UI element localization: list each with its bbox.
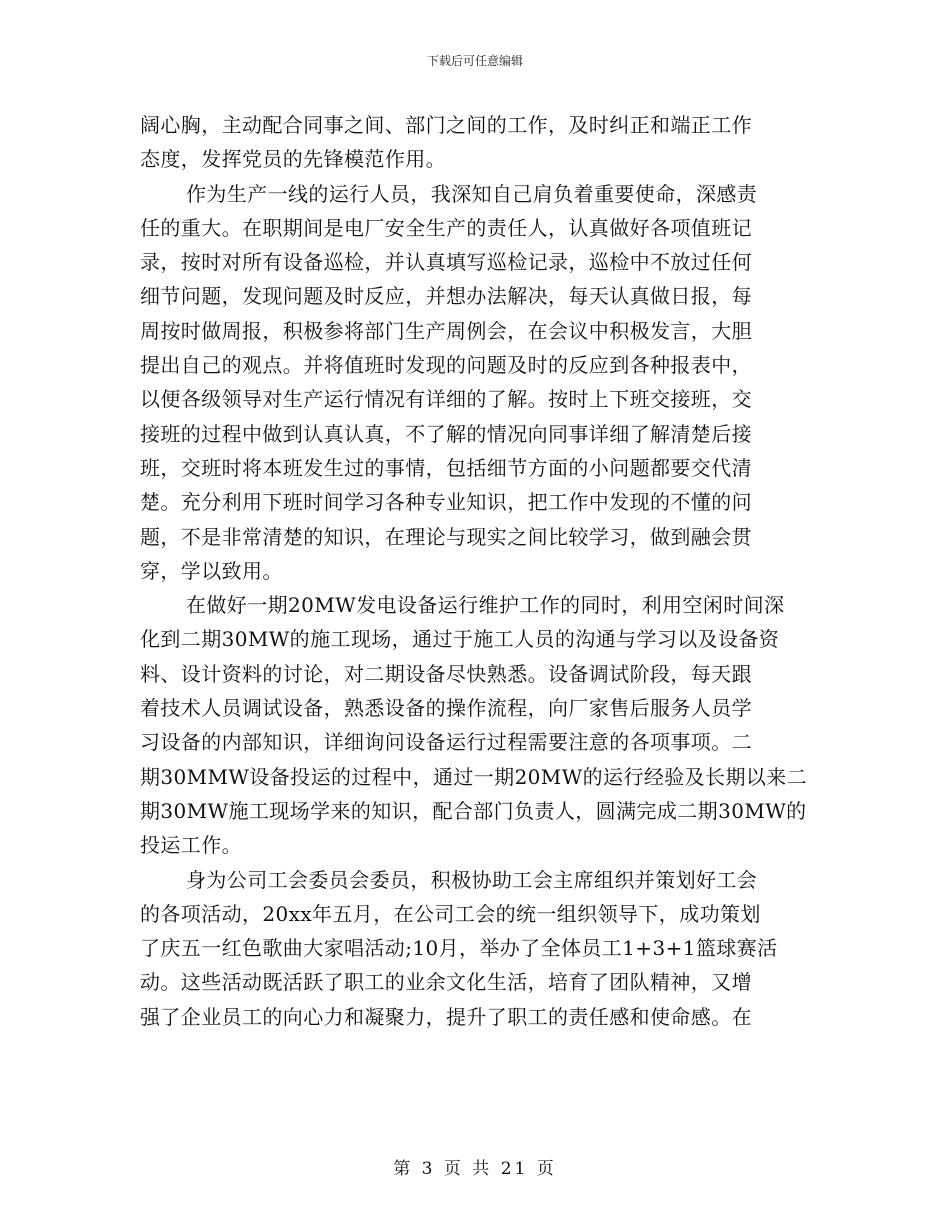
body-line: 料、设计资料的讨论，对二期设备尽快熟悉。设备调试阶段，每天跟	[140, 661, 752, 686]
body-line: 任的重大。在职期间是电厂安全生产的责任人，认真做好各项值班记	[140, 215, 752, 240]
body-line: 投运工作。	[140, 833, 242, 858]
body-line: 期30MMW设备投运的过程中，通过一期20MW的运行经验及长期以来二	[140, 764, 808, 789]
body-line: 化到二期30MW的施工现场，通过于施工人员的沟通与学习以及设备资	[140, 627, 780, 652]
body-line: 题，不是非常清楚的知识，在理论与现实之间比较学习，做到融会贯	[140, 524, 752, 549]
page-number-footer: 第 3 页 共 21 页	[393, 1159, 557, 1179]
body-line: 以便各级领导对生产运行情况有详细的了解。按时上下班交接班，交	[140, 387, 752, 412]
page-header: 下载后可任意编辑	[426, 54, 523, 68]
body-line: 周按时做周报，积极参将部门生产周例会，在会议中积极发言，大胆	[140, 318, 752, 343]
body-line: 着技术人员调试设备，熟悉设备的操作流程，向厂家售后服务人员学	[140, 696, 752, 721]
body-line: 楚。充分利用下班时间学习各种专业知识，把工作中发现的不懂的问	[140, 490, 752, 515]
body-line: 班，交班时将本班发生过的事情，包括细节方面的小问题都要交代清	[140, 455, 752, 480]
body-line: 了庆五一红色歌曲大家唱活动;10月，举办了全体员工1+3+1篮球赛活	[140, 936, 778, 961]
body-line: 期30MW施工现场学来的知识，配合部门负责人，圆满完成二期30MW的	[140, 798, 807, 823]
body-line: 阔心胸，主动配合同事之间、部门之间的工作，及时纠正和端正工作	[140, 113, 752, 137]
body-line: 身为公司工会委员会委员，积极协助工会主席组织并策划好工会	[186, 867, 758, 892]
body-line: 在做好一期20MW发电设备运行维护工作的同时，利用空闲时间深	[186, 593, 785, 618]
body-line: 接班的过程中做到认真认真，不了解的情况向同事详细了解清楚后接	[140, 421, 752, 446]
body-line: 动。这些活动既活跃了职工的业余文化生活，培育了团队精神，又增	[140, 970, 752, 995]
body-line: 录，按时对所有设备巡检，并认真填写巡检记录，巡检中不放过任何	[140, 250, 752, 275]
body-line: 的各项活动，20xx年五月，在公司工会的统一组织领导下，成功策划	[140, 901, 761, 926]
document-body	[140, 108, 812, 1034]
body-line: 态度，发挥党员的先锋模范作用。	[140, 147, 446, 172]
body-line: 作为生产一线的运行人员，我深知自己肩负着重要使命，深感责	[186, 181, 758, 206]
body-line: 强了企业员工的向心力和凝聚力，提升了职工的责任感和使命感。在	[140, 1004, 752, 1029]
body-line: 习设备的内部知识，详细询问设备运行过程需要注意的各项事项。二	[140, 730, 752, 755]
body-line: 细节问题，发现问题及时反应，并想办法解决，每天认真做日报，每	[140, 284, 752, 309]
body-line: 穿，学以致用。	[140, 558, 283, 583]
body-line: 提出自己的观点。并将值班时发现的问题及时的反应到各种报表中，	[140, 353, 752, 378]
